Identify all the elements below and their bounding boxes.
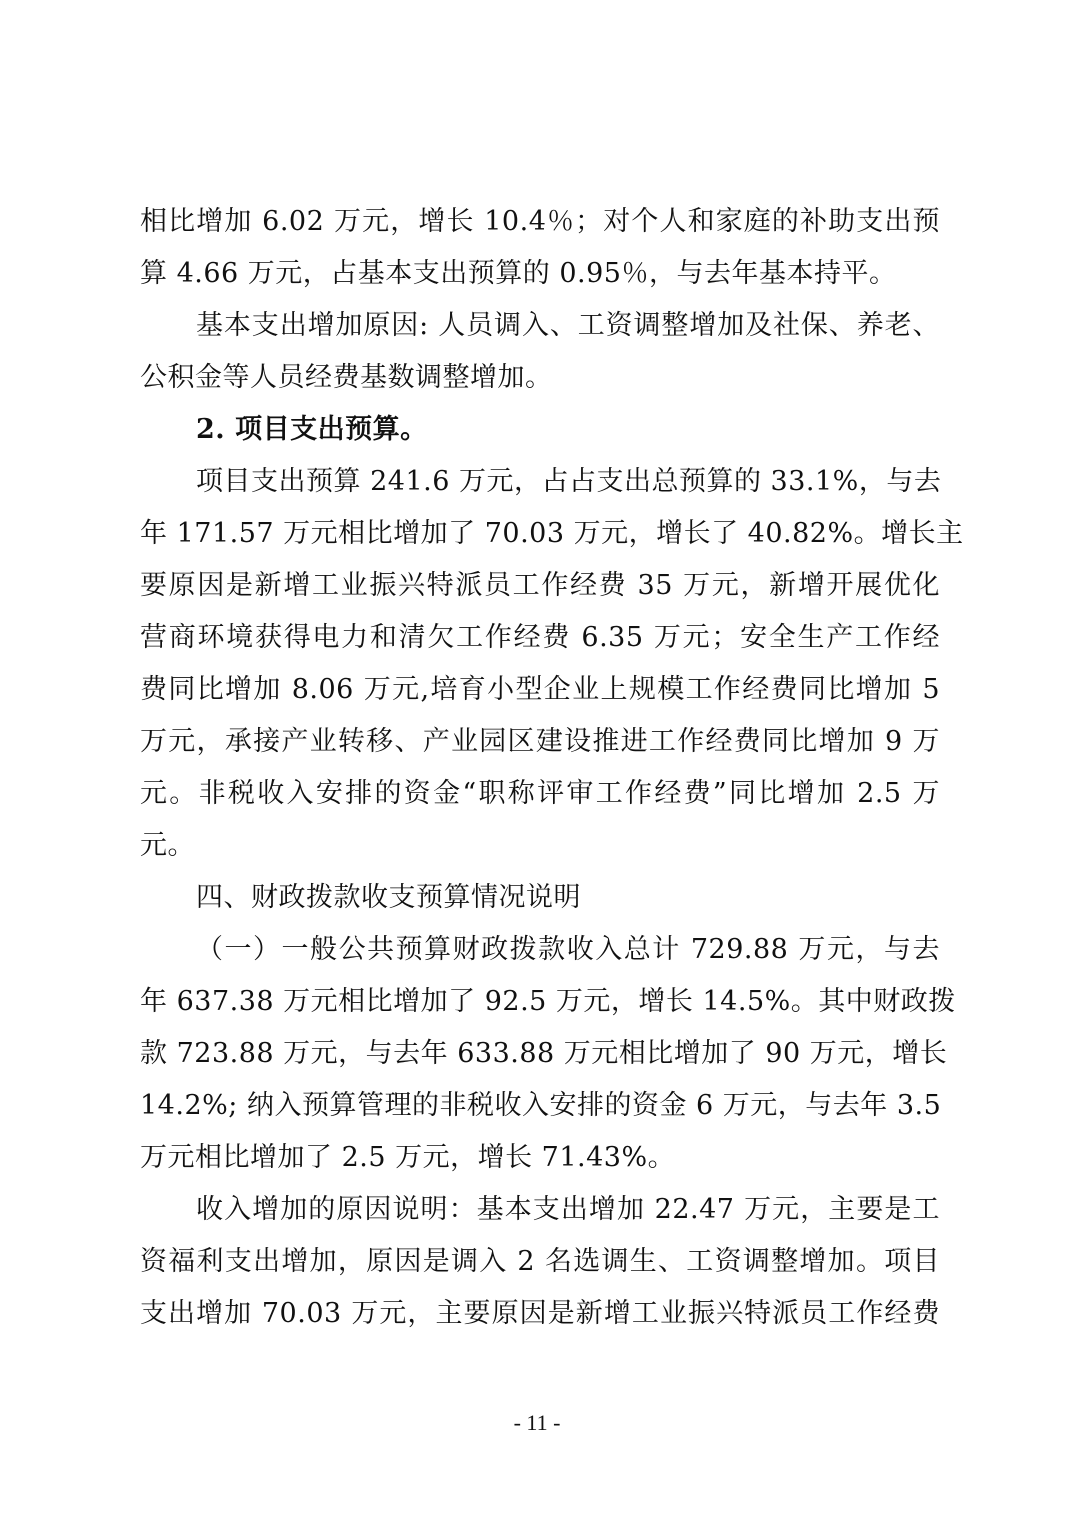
body-text-line: 营商环境获得电力和清欠工作经费 6.35 万元；安全生产工作经 — [140, 622, 940, 653]
body-text-line: 要原因是新增工业振兴特派员工作经费 35 万元，新增开展优化 — [140, 570, 940, 601]
page-number: - 11 - — [513, 1410, 561, 1435]
body-text-line: 年 171.57 万元相比增加了 70.03 万元，增长了 40.82%。增长主 — [140, 518, 964, 549]
body-text-line: 资福利支出增加，原因是调入 2 名选调生、工资调整增加。项目 — [140, 1246, 940, 1277]
body-text-line: 公积金等人员经费基数调整增加。 — [140, 362, 553, 393]
section-heading: 四、财政拨款收支预算情况说明 — [196, 882, 581, 913]
body-text-line: 元。 — [140, 830, 195, 861]
body-text-line: 算 4.66 万元，占基本支出预算的 0.95％，与去年基本持平。 — [140, 258, 897, 289]
document-body — [140, 196, 964, 1340]
subsection-heading: 2. 项目支出预算。 — [196, 414, 428, 445]
body-text-line: 年 637.38 万元相比增加了 92.5 万元，增长 14.5%。其中财政拨 — [140, 986, 956, 1017]
body-text-line: 费同比增加 8.06 万元,培育小型企业上规模工作经费同比增加 5 — [140, 674, 940, 705]
body-text-line: 相比增加 6.02 万元，增长 10.4％；对个人和家庭的补助支出预 — [140, 206, 940, 237]
body-text-line: 款 723.88 万元，与去年 633.88 万元相比增加了 90 万元，增长 — [140, 1038, 948, 1069]
body-text-line: 基本支出增加原因: 人员调入、工资调整增加及社保、养老、 — [196, 310, 940, 341]
body-text-line: 万元相比增加了 2.5 万元，增长 71.43%。 — [140, 1142, 676, 1173]
body-text-line: 项目支出预算 241.6 万元，占占支出总预算的 33.1%，与去 — [196, 466, 942, 497]
body-text-line: 万元，承接产业转移、产业园区建设推进工作经费同比增加 9 万 — [140, 726, 940, 757]
body-text-line: 支出增加 70.03 万元，主要原因是新增工业振兴特派员工作经费 — [140, 1298, 940, 1329]
body-text-line: （一）一般公共预算财政拨款收入总计 729.88 万元，与去 — [196, 934, 940, 965]
body-text-line: 14.2%; 纳入预算管理的非税收入安排的资金 6 万元，与去年 3.5 — [140, 1090, 942, 1121]
body-text-line: 收入增加的原因说明：基本支出增加 22.47 万元，主要是工 — [196, 1194, 940, 1225]
body-text-line: 元。非税收入安排的资金“职称评审工作经费”同比增加 2.5 万 — [140, 778, 940, 809]
